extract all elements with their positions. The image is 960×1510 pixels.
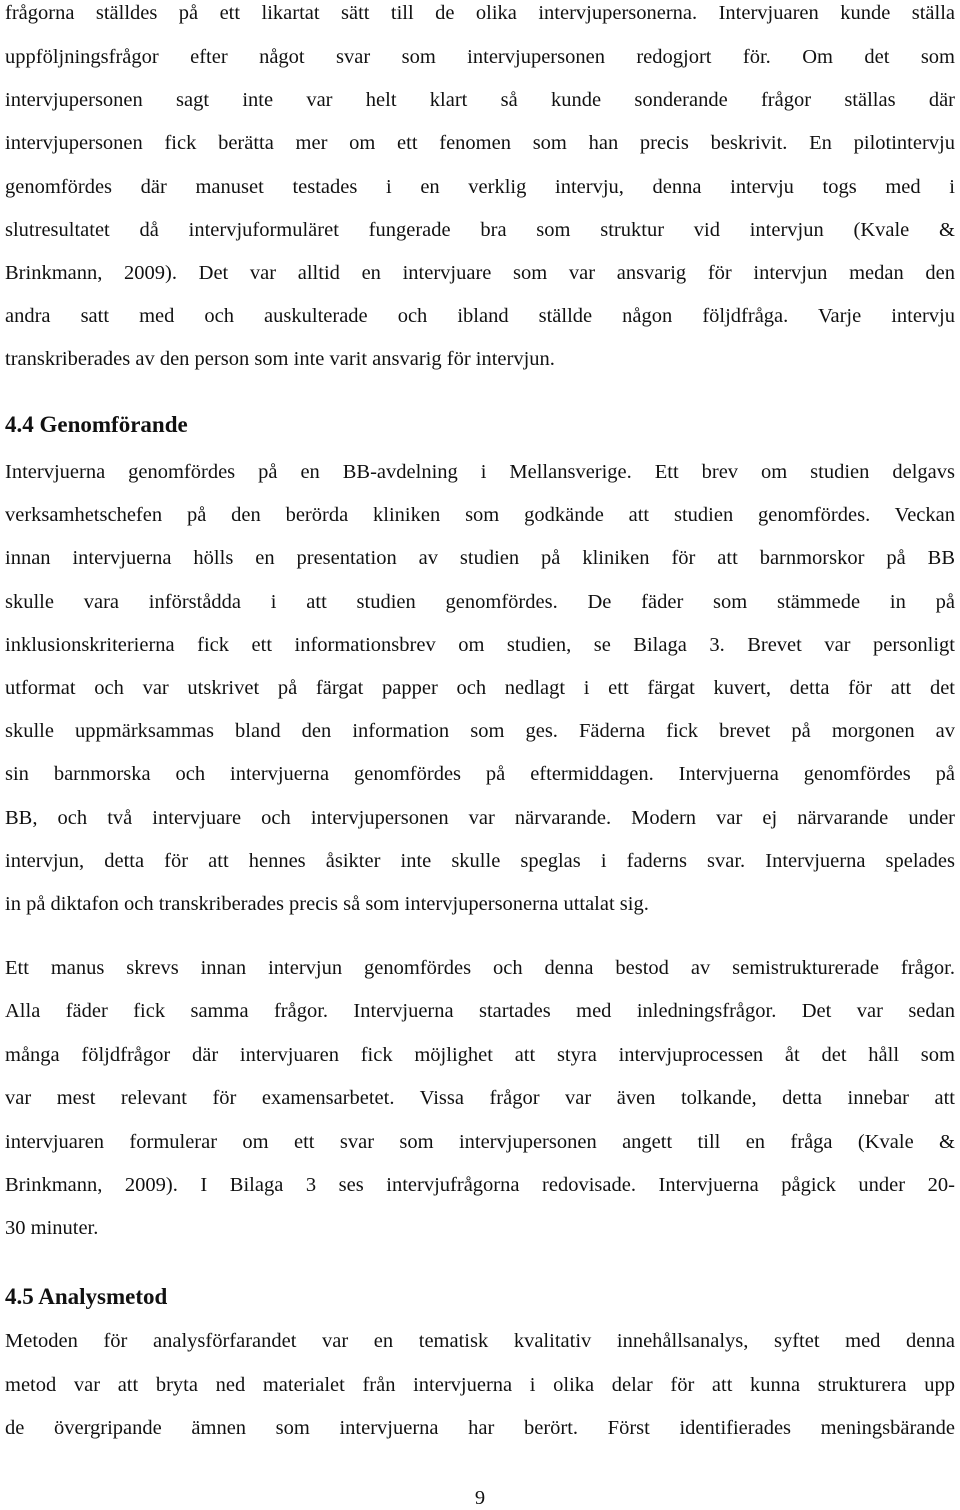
text-line: många följdfrågor där intervjuaren fick möjlighet att styra intervjuprocessen åt det håll som (5, 1044, 955, 1066)
text-line: Intervjuerna genomfördes på en BB-avdelning i Mellansverige. Ett brev om studien delgavs (5, 461, 955, 483)
text-line: innan intervjuerna hölls en presentation av studien på kliniken för att barnmorskor på BB (5, 547, 955, 569)
text-line: inklusionskriterierna fick ett informationsbrev om studien, se Bilaga 3. Brevet var personligt (5, 634, 955, 656)
text-line: 30 minuter. (5, 1217, 99, 1239)
text-line: var mest relevant för examensarbetet. Vissa frågor var även tolkande, detta innebar att (5, 1087, 955, 1109)
page-number: 9 (474, 1487, 486, 1509)
text-line: metod var att bryta ned materialet från intervjuerna i olika delar för att kunna strukturera upp (5, 1374, 955, 1396)
text-line: BB, och två intervjuare och intervjupersonen var närvarande. Modern var ej närvarande under (5, 807, 955, 829)
text-line: sin barnmorska och intervjuerna genomfördes på eftermiddagen. Intervjuerna genomfördes på (5, 763, 955, 785)
text-line: intervjupersonen fick berätta mer om ett fenomen som han precis beskrivit. En pilotintervju (5, 132, 955, 154)
text-line: Ett manus skrevs innan intervjun genomfördes och denna bestod av semistrukturerade frågor. (5, 957, 955, 979)
text-line: de övergripande ämnen som intervjuerna har berört. Först identifierades meningsbärande (5, 1417, 955, 1439)
text-line: genomfördes där manuset testades i en verklig intervju, denna intervju togs med i (5, 176, 955, 198)
text-line: in på diktafon och transkriberades precis så som intervjupersonerna uttalat sig. (5, 893, 649, 915)
text-line: intervjuaren formulerar om ett svar som intervjupersonen angett till en fråga (Kvale & (5, 1131, 955, 1153)
section-heading-genomforande: 4.4 Genomförande (5, 412, 188, 437)
section-heading-analysmetod: 4.5 Analysmetod (5, 1284, 168, 1309)
text-line: Brinkmann, 2009). Det var alltid en intervjuare som var ansvarig för intervjun medan den (5, 262, 955, 284)
text-line: verksamhetschefen på den berörda kliniken som godkände att studien genomfördes. Veckan (5, 504, 955, 526)
text-line: skulle vara införstådda i att studien genomfördes. De fäder som stämmede in på (5, 591, 955, 613)
text-line: uppföljningsfrågor efter något svar som intervjupersonen redogjort för. Om det som (5, 46, 955, 68)
text-line: utformat och var utskrivet på färgat papper och nedlagt i ett färgat kuvert, detta för att det (5, 677, 955, 699)
text-line: frågorna ställdes på ett likartat sätt till de olika intervjupersonerna. Intervjuaren kunde ställa (5, 2, 955, 24)
text-line: slutresultatet då intervjuformuläret fungerade bra som struktur vid intervjun (Kvale & (5, 219, 955, 241)
text-line: transkriberades av den person som inte varit ansvarig för intervjun. (5, 348, 555, 370)
text-line: Metoden för analysförfarandet var en tematisk kvalitativ innehållsanalys, syftet med denna (5, 1330, 955, 1352)
text-line: intervjupersonen sagt inte var helt klart så kunde sonderande frågor ställas där (5, 89, 955, 111)
text-line: skulle uppmärksammas bland den information som ges. Fäderna fick brevet på morgonen av (5, 720, 955, 742)
text-line: andra satt med och auskulterade och ibland ställde någon följdfråga. Varje intervju (5, 305, 955, 327)
text-line: Alla fäder fick samma frågor. Intervjuerna startades med inledningsfrågor. Det var sedan (5, 1000, 955, 1022)
text-line: intervjun, detta för att hennes åsikter inte skulle speglas i faderns svar. Intervjuerna spelades (5, 850, 955, 872)
text-line: Brinkmann, 2009). I Bilaga 3 ses intervjufrågorna redovisade. Intervjuerna pågick under 20- (5, 1174, 955, 1196)
